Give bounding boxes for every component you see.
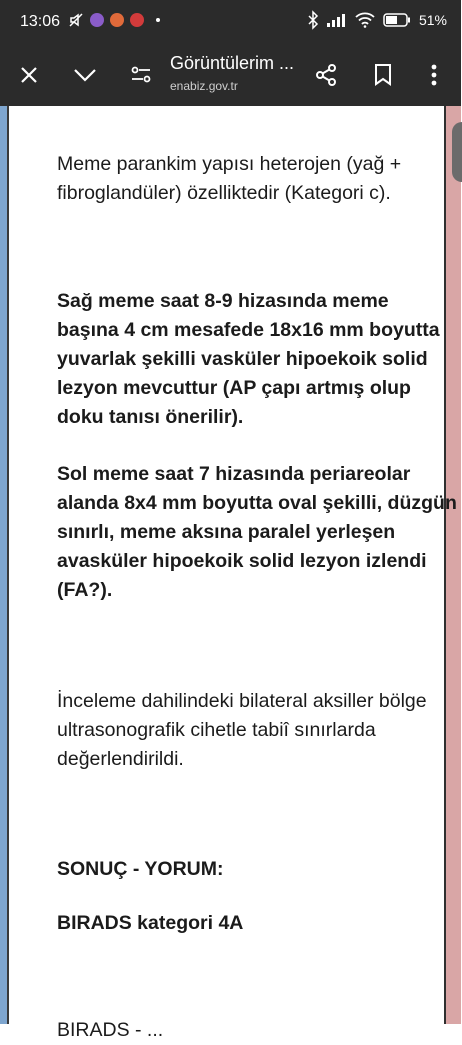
text-line: Sol meme saat 7 hizasında periareolar (57, 463, 411, 485)
bluetooth-icon (307, 11, 319, 29)
result-heading: SONUÇ - YORUM: (57, 858, 224, 880)
close-button[interactable] (16, 62, 42, 88)
status-right (307, 11, 447, 29)
collapse-button[interactable] (72, 62, 98, 88)
page-settings-button[interactable] (128, 62, 154, 88)
text-line: alanda 8x4 mm boyutta oval şekilli, düzgün (57, 492, 457, 514)
bookmark-icon (374, 64, 392, 86)
chevron-down-icon (73, 67, 97, 83)
app-icon-orange (110, 13, 124, 27)
text-line: yuvarlak şekilli vasküler hipoekoik solid (57, 348, 428, 370)
status-time: 13:06 (20, 13, 61, 30)
notification-icons (68, 12, 160, 28)
report-paragraph-left-breast (57, 460, 457, 605)
text-line: değerlendirildi. (57, 748, 184, 770)
report-paragraph-axillary (57, 687, 457, 774)
share-button[interactable] (313, 62, 339, 88)
page-title[interactable]: Görüntülerim ... (170, 53, 295, 73)
text-line: doku tanısı önerilir). (57, 406, 244, 428)
battery-icon (383, 13, 411, 27)
text-line: Sağ meme saat 8-9 hizasında meme (57, 290, 389, 312)
battery-percent: 51% (418, 12, 447, 28)
app-icon-red (130, 13, 144, 27)
tune-icon (130, 65, 152, 85)
report-paragraph-right-breast (57, 287, 457, 432)
page-url[interactable]: enabiz.gov.tr (170, 79, 238, 93)
status-bar (0, 0, 461, 44)
text-line: ultrasonografik cihetle tabiî sınırlarda (57, 719, 376, 741)
bookmark-button[interactable] (370, 62, 396, 88)
more-menu-button[interactable] (421, 62, 447, 88)
more-notifications-dot (156, 18, 160, 22)
text-line: İnceleme dahilindeki bilateral aksiller bölge (57, 690, 427, 712)
report-content[interactable] (9, 106, 457, 1041)
signal-icon (327, 13, 347, 27)
browser-toolbar (0, 44, 461, 106)
text-line: Meme parankim yapısı heterojen (yağ + (57, 153, 402, 175)
close-icon (19, 65, 39, 85)
text-line: başına 4 cm mesafede 18x16 mm boyutta (57, 319, 440, 341)
birads-category: BIRADS kategori 4A (57, 912, 244, 934)
text-line: avasküler hipoekoik solid lezyon izlendi (57, 550, 427, 572)
share-icon (314, 63, 338, 87)
mute-icon (68, 12, 84, 28)
wifi-icon (355, 12, 375, 28)
background-page-edge-left (0, 106, 7, 1024)
text-line: lezyon mevcuttur (AP çapı artmış olup (57, 377, 411, 399)
app-icon-purple (90, 13, 104, 27)
text-line: fibroglandüler) özelliktedir (Kategori c). (57, 182, 391, 204)
text-line: (FA?). (57, 579, 113, 601)
cutoff-text: BIRADS - ... (57, 1019, 164, 1041)
report-paragraph-parenchyma (57, 150, 457, 208)
text-line: sınırlı, meme aksına paralel yerleşen (57, 521, 396, 543)
more-vert-icon (431, 64, 437, 86)
